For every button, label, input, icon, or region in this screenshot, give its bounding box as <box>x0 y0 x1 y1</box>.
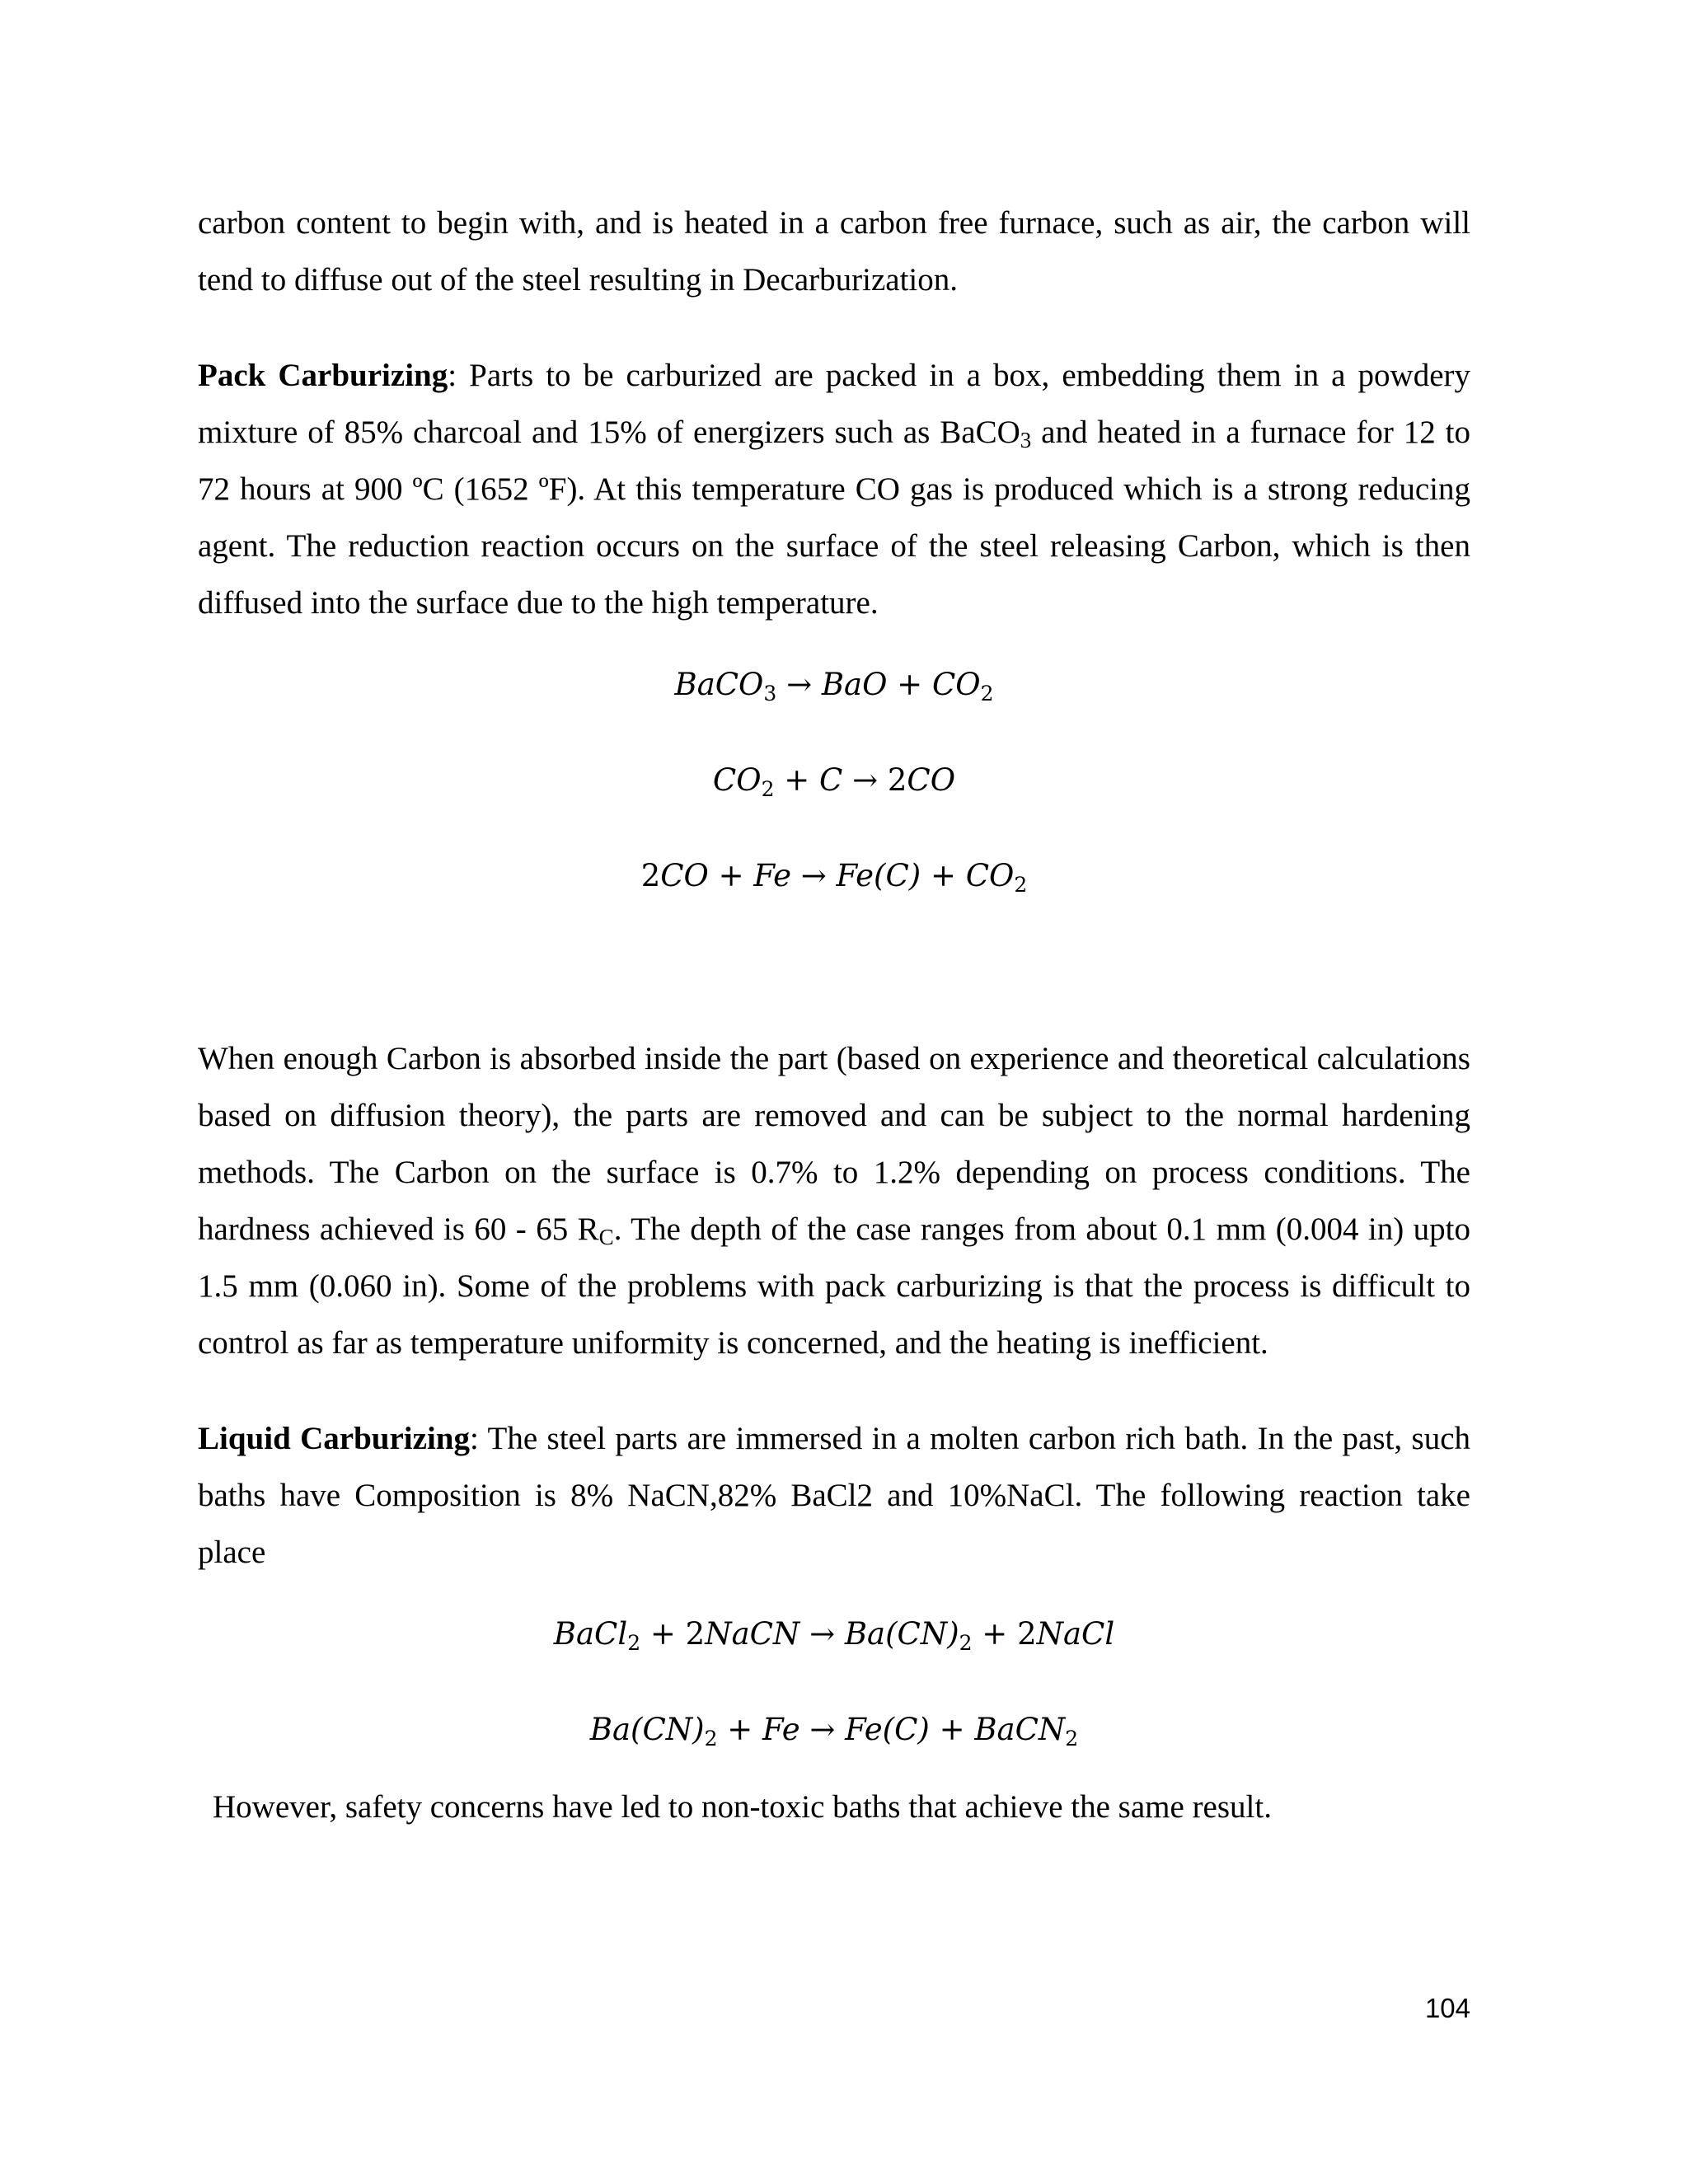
pack-carburizing-subscript: 3 <box>1020 428 1032 452</box>
pack-carburizing-text-2: and heated in a furnace for 12 to 72 hours at 900 ºC (1652 ºF). At this temperature CO gas is produced which is a strong reducing agent. The reduction reaction occurs on the surface of the steel releasing Carbon, which is then diffused into the surface due to the high temperature. <box>198 415 1471 621</box>
hardening-text-1: When enough Carbon is absorbed inside the part (based on experience and theoretical calculations based on diffusion theory), the parts are removed and can be subject to the normal hardening methods. The Carbon on the surface is 0.7% to 1.2% depending on process conditions. The hardness achieved is 60 - 65 R <box>198 1041 1470 1247</box>
closing-paragraph <box>198 1779 1470 1835</box>
liquid-equations <box>198 1610 1470 1754</box>
pack-carburizing-paragraph <box>198 347 1470 631</box>
equation-co-iron: $2CO + Fe \to Fe(C) + CO_2$ <box>640 858 1028 897</box>
pack-carburizing-text-1: : Parts to be carburized are packed in a box, embedding them in a powdery mixture of 85% charcoal and 15% of energizers such as BaCO <box>198 358 1470 450</box>
document-page <box>198 188 1470 1835</box>
spacer <box>198 1371 1470 1410</box>
pack-carburizing-heading: Pack Carburizing <box>198 358 448 393</box>
liquid-carburizing-paragraph <box>198 1410 1470 1581</box>
hardening-text-2: . The depth of the case ranges from about 0.1 mm (0.004 in) upto 1.5 mm (0.060 in). Some of the problems with pack carburizing is that the process is difficult to control as far as temperature uniformity is concerned, and the heating is inefficient. <box>198 1212 1470 1361</box>
spacer <box>198 308 1470 347</box>
equation-baco3-decomposition: BaCO$_3$ → BaO + $CO_2$ <box>674 667 994 705</box>
liquid-carburizing-heading: Liquid Carburizing <box>198 1421 470 1456</box>
hardness-subscript: C <box>598 1225 614 1249</box>
pack-equations <box>198 661 1470 900</box>
equation-bacn2-iron: $Ba(CN)_2 + Fe \to Fe(C)$ + BaCN$_2$ <box>589 1712 1079 1750</box>
closing-text: However, safety concerns have led to non-toxic baths that achieve the same result. <box>213 1789 1272 1825</box>
page-number: 104 <box>1424 1993 1470 2023</box>
equation-co2-carbon: $CO_2 + C \to 2CO$ <box>712 762 956 801</box>
hardening-paragraph <box>198 1030 1470 1371</box>
intro-paragraph <box>198 194 1470 308</box>
liquid-carburizing-text: : The steel parts are immersed in a molten carbon rich bath. In the past, such baths have Composition is 8% NaCN,82% BaCl2 and 10%NaCl. The following reaction take place <box>198 1421 1471 1570</box>
equation-bacl2-nacn: BaCl$_2$ + 2NaCN → $Ba(CN)_2$ + 2NaCl <box>553 1616 1115 1655</box>
intro-text: carbon content to begin with, and is heated in a carbon free furnace, such as air, the carbon will tend to diffuse out of the steel resulting in Decarburization. <box>198 205 1470 298</box>
